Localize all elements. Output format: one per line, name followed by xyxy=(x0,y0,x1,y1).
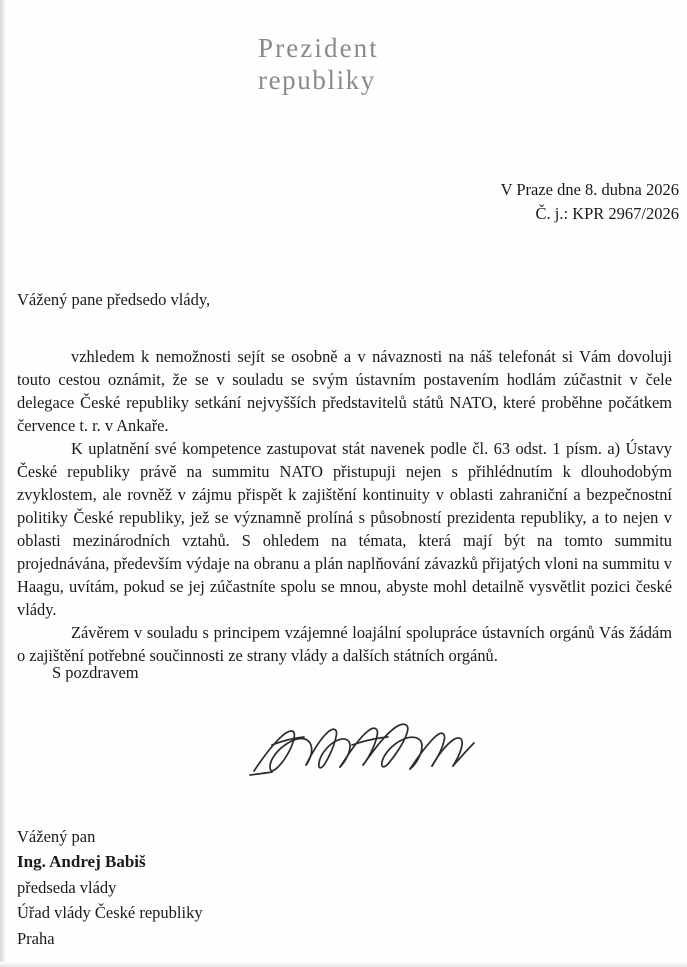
body-paragraph-2: K uplatnění své kompetence zastupovat stát navenek podle čl. 63 odst. 1 písm. a) Ústavy České republiky právě na summitu NATO přistupuji nejen s přihlédnutím k dlouhodobým zvyklostem, ale rovněž v zájmu přispět k zajištění kontinuity v oblasti zahraniční a bezpečnostní politiky České republiky, jež se významně prolíná s působností prezidenta republiky, a to nejen v oblasti mezinárodních vztahů. S ohledem na témata, která mají být na tomto summitu projednávána, především výdaje na obranu a plán naplňování závazků přijatých vloni na summitu v Haagu, uvítám, pokud se jej zúčastníte spolu se mnou, abyste mohl detailně vysvětlit pozici české vlády. xyxy=(17,438,672,619)
addressee-line-1: Vážený pan xyxy=(17,827,96,846)
addressee-city: Praha xyxy=(17,928,55,948)
addressee-block xyxy=(17,824,203,951)
closing-phrase: S pozdravem xyxy=(52,663,139,682)
body-paragraph-1: vzhledem k nemožnosti sejít se osobně a v návaznosti na náš telefonát si Vám dovoluji touto cestou oznámit, že se v souladu se svým ústavním postavením hodlám zúčastnit v čele delegace České republiky setkání nejvyšších představitelů států NATO, které proběhne počátkem července t. r. v Ankaře. xyxy=(17,347,672,435)
salutation: Vážený pane předsedo vlády, xyxy=(17,290,211,309)
document-meta xyxy=(501,178,679,226)
letter-body xyxy=(17,346,672,668)
letterhead xyxy=(258,33,379,97)
addressee-office: Úřad vlády České republiky xyxy=(17,903,203,923)
addressee-title: předseda vlády xyxy=(17,878,117,898)
place-and-date: V Praze dne 8. dubna 2026 xyxy=(500,180,679,199)
reference-number: Č. j.: KPR 2967/2026 xyxy=(535,203,679,223)
letterhead-line-1: Prezident xyxy=(258,33,379,63)
body-paragraph-3: Závěrem v souladu s principem vzájemné loajální spolupráce ústavních orgánů Vás žádám o zajištění potřebné součinnosti ze strany vlády a dalších státních orgánů. xyxy=(17,622,672,665)
scan-edge-left xyxy=(0,0,6,967)
scan-edge-bottom xyxy=(0,962,687,967)
letterhead-line-2: republiky xyxy=(258,64,376,95)
addressee-name: Ing. Andrej Babiš xyxy=(17,852,146,872)
signature-image xyxy=(248,705,478,785)
